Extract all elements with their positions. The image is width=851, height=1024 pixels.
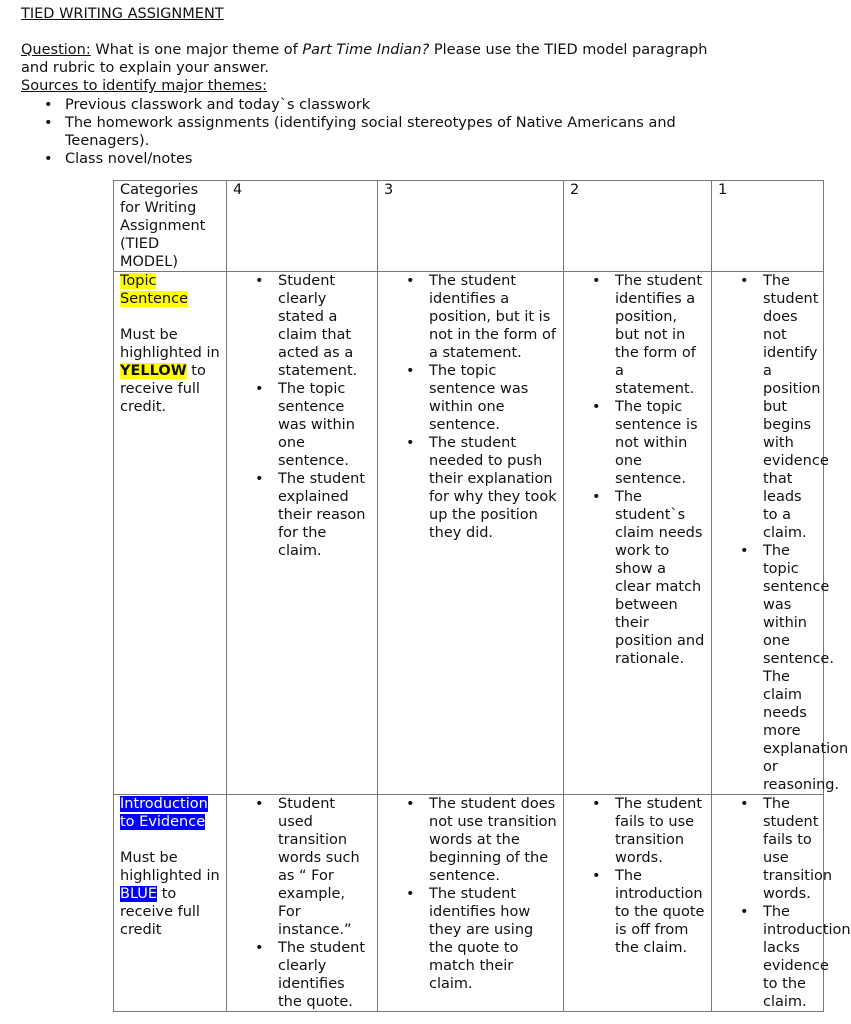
list-item: • Student clearly stated a claim that acted as a statement. — [233, 272, 371, 380]
header-score-2: 2 — [564, 181, 712, 272]
category-label: Introduction to Evidence — [120, 796, 208, 830]
list-item: • The topic sentence was within one sentence. — [233, 380, 371, 470]
sources-heading: Sources to identify major themes: — [21, 78, 267, 94]
document-title: TIED WRITING ASSIGNMENT — [21, 6, 224, 22]
score-4-cell — [227, 795, 378, 1012]
sources-list — [21, 96, 721, 167]
list-item: • The student identifies a position, but it is not in the form of a statement. — [384, 272, 557, 362]
list-item: • The student clearly identifies the quote. — [233, 939, 371, 1011]
list-item: • The student does not identify a position but begins with evidence that leads to a claim. — [718, 272, 817, 542]
list-item: • The topic sentence was within one sentence. The claim needs more explanation or reasoning. — [718, 542, 817, 794]
score-2-cell — [564, 272, 712, 795]
rubric-table — [113, 180, 851, 1012]
list-item: • The student identifies a position, but not in the form of a statement. — [570, 272, 705, 398]
list-item: • The introduction lacks evidence to the claim. — [718, 903, 817, 1011]
question-label: Question: — [21, 42, 91, 58]
score-3-cell — [378, 272, 564, 795]
header-score-4: 4 — [227, 181, 378, 272]
category-note-prefix: Must be highlighted in — [120, 327, 220, 361]
list-item: • The student needed to push their explanation for why they took up the position they did. — [384, 434, 557, 542]
score-1-cell — [712, 795, 851, 1012]
highlight-color-label: BLUE — [120, 886, 158, 902]
list-item: • Class novel/notes — [21, 150, 721, 168]
question-text-after: Please use the TIED model paragraph and rubric to explain your answer. — [21, 42, 708, 76]
header-categories: Categories for Writing Assignment (TIED MODEL) — [114, 181, 227, 272]
list-item: • Previous classwork and today`s classwork — [21, 96, 721, 114]
category-cell-introduction-to-evidence — [114, 795, 227, 1012]
list-item: • The student fails to use transition words. — [570, 795, 705, 867]
table-row — [114, 272, 824, 795]
question-paragraph — [21, 41, 721, 77]
category-note-suffix: to receive full credit. — [120, 363, 206, 415]
list-item: • The homework assignments (identifying social stereotypes of Native Americans and Teenagers). — [21, 114, 721, 150]
category-note-prefix: Must be highlighted in — [120, 850, 220, 884]
category-label: Topic Sentence — [120, 273, 189, 307]
list-item: • The student`s claim needs work to show a clear match between their position and rationale. — [570, 488, 705, 668]
score-1-cell — [712, 272, 849, 795]
list-item: • The student identifies how they are using the quote to match their claim. — [384, 885, 557, 993]
book-title: Part Time Indian? — [302, 42, 430, 58]
list-item: • The topic sentence is not within one sentence. — [570, 398, 705, 488]
category-note-suffix: to receive full credit — [120, 886, 200, 938]
header-score-1: 1 — [712, 181, 824, 272]
highlight-color-label: YELLOW — [120, 363, 187, 379]
header-score-3: 3 — [378, 181, 564, 272]
rubric-table-viewport — [113, 180, 851, 1010]
score-3-cell — [378, 795, 564, 1012]
table-header-row — [114, 181, 824, 272]
list-item: • The topic sentence was within one sentence. — [384, 362, 557, 434]
score-2-cell — [564, 795, 712, 1012]
table-row — [114, 795, 824, 1012]
list-item: • The student explained their reason for the claim. — [233, 470, 371, 560]
category-cell-topic-sentence — [114, 272, 227, 795]
list-item: • The student does not use transition words at the beginning of the sentence. — [384, 795, 557, 885]
question-text-before: What is one major theme of — [90, 42, 303, 58]
score-4-cell — [227, 272, 378, 795]
list-item: • The student fails to use transition words. — [718, 795, 817, 903]
list-item: • The introduction to the quote is off from the claim. — [570, 867, 705, 957]
list-item: • Student used transition words such as “ For example, For instance.” — [233, 795, 371, 939]
